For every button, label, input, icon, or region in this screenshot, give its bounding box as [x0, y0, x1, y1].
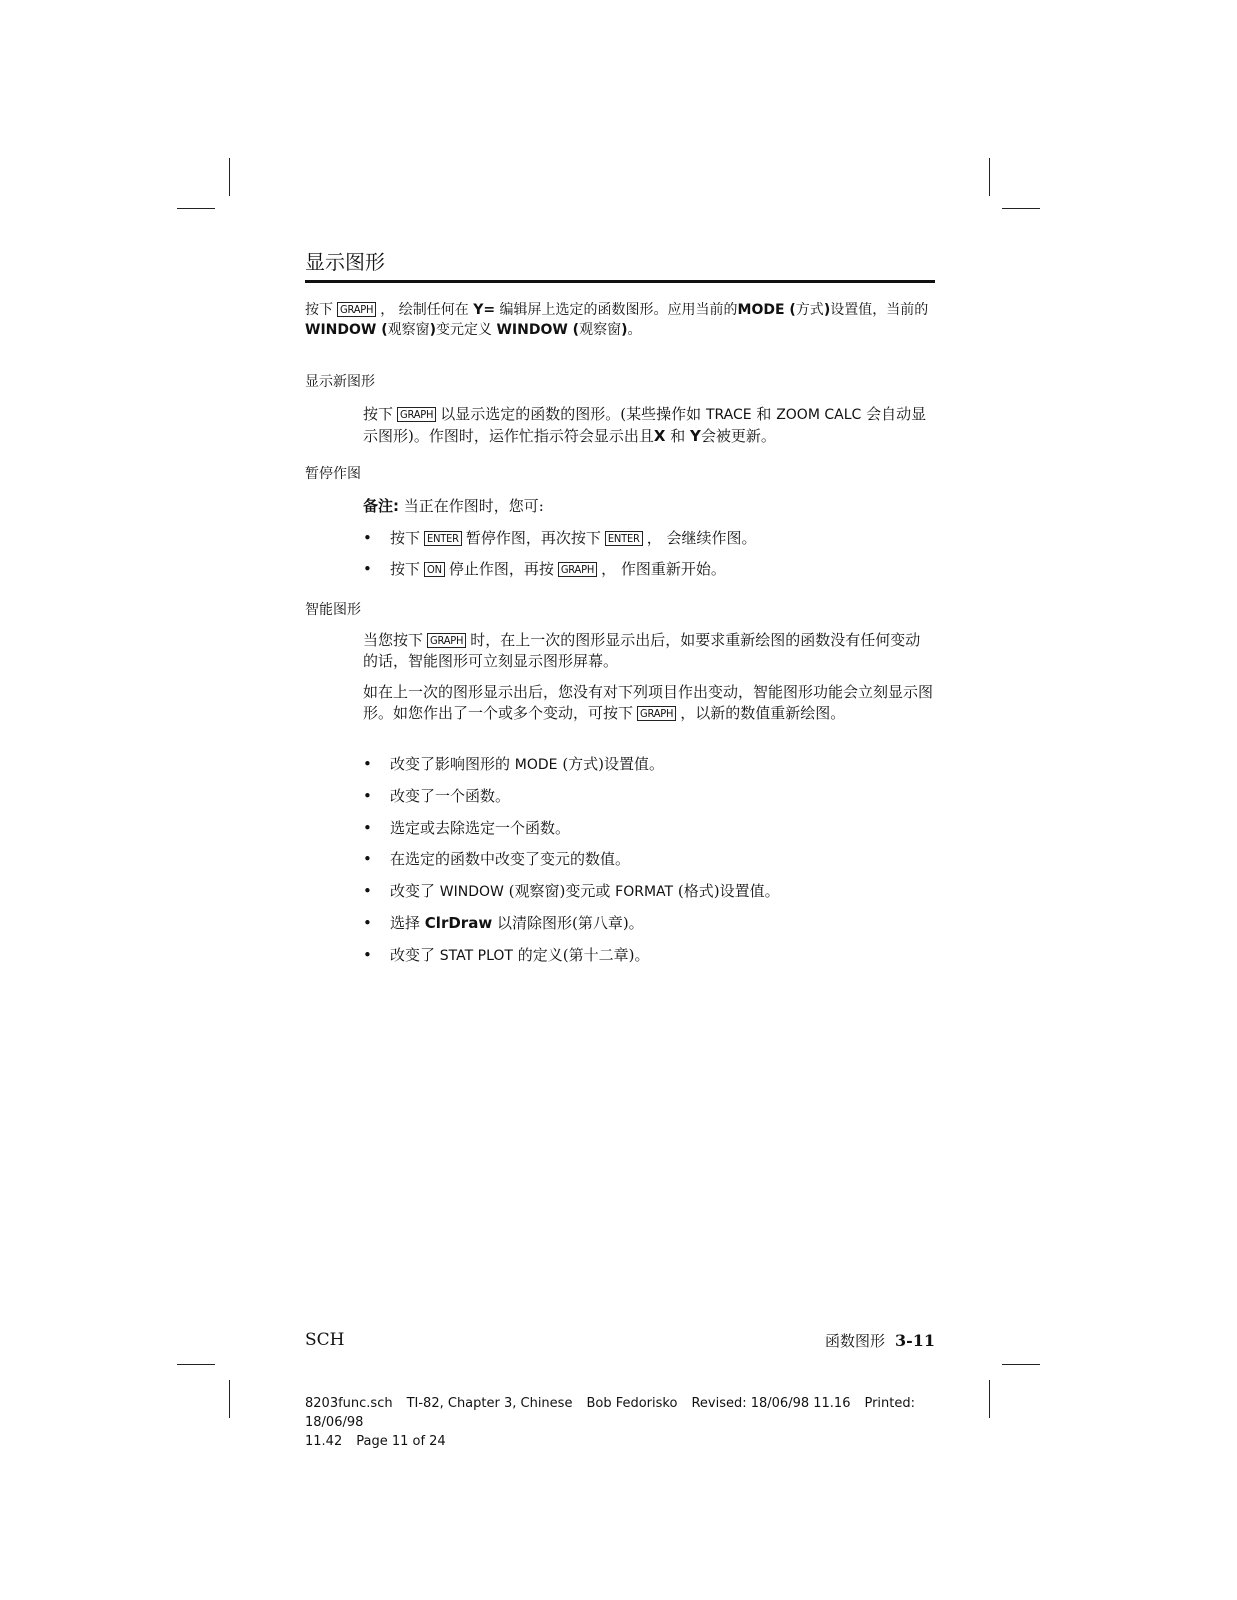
crop-mark: [177, 208, 215, 209]
print-metadata: 8203func.sch TI-82, Chapter 3, Chinese Bob Fedorisko Revised: 18/06/98 11.16 Printed: 18/06/98 11.42 Page 11 of 24: [305, 1396, 916, 1449]
graph-key: GRAPH: [427, 633, 466, 648]
footer-page-label: 函数图形 3-11: [824, 1331, 935, 1350]
section-title-new-graph: 显示新图形: [305, 374, 375, 390]
crop-mark: [1002, 208, 1040, 209]
crop-mark: [989, 158, 990, 196]
footer-language: SCH: [305, 1330, 345, 1350]
section-title-pause: 暂停作图: [305, 466, 361, 482]
enter-key: ENTER: [424, 531, 462, 546]
enter-key: ENTER: [605, 531, 643, 546]
graph-key: GRAPH: [337, 302, 376, 317]
graph-key: GRAPH: [637, 706, 676, 721]
section-title-smart-graph: 智能图形: [305, 602, 361, 618]
page-title: 显示图形: [305, 248, 935, 283]
page-number: 3-11: [894, 1331, 935, 1350]
crop-mark: [229, 158, 230, 196]
crop-mark: [229, 1380, 230, 1418]
smart-graph-paragraph-1: 当您按下 GRAPH 时，在上一次的图形显示出后，如要求重新绘图的函数没有任何变动的话，智能图形可立刻显示图形屏幕。: [363, 631, 921, 670]
crop-mark: [177, 1364, 215, 1365]
note: 备注: 当正在作图时，您可:: [363, 497, 544, 515]
graph-key: GRAPH: [558, 562, 597, 577]
crop-mark: [989, 1380, 990, 1418]
smart-graph-paragraph-2: 如在上一次的图形显示出后，您没有对下列项目作出变动，智能图形功能会立刻显示图形。如您作出了一个或多个变动，可按下 GRAPH ，以新的数值重新绘图。: [363, 683, 934, 722]
crop-mark: [1002, 1364, 1040, 1365]
on-key: ON: [424, 562, 445, 577]
section-new-graph-text: 按下 GRAPH 以显示选定的函数的图形。(某些操作如 TRACE 和 ZOOM CALC 会自动显示图形)。作图时，运作忙指示符会显示出且X 和 Y会被更新。: [363, 405, 927, 445]
intro-paragraph: 按下 GRAPH ， 绘制任何在 Y= 编辑屏上选定的函数图形。应用当前的MODE (方式)设置值，当前的WINDOW (观察窗)变元定义 WINDOW (观察窗)。: [305, 302, 929, 338]
graph-key: GRAPH: [397, 407, 436, 422]
